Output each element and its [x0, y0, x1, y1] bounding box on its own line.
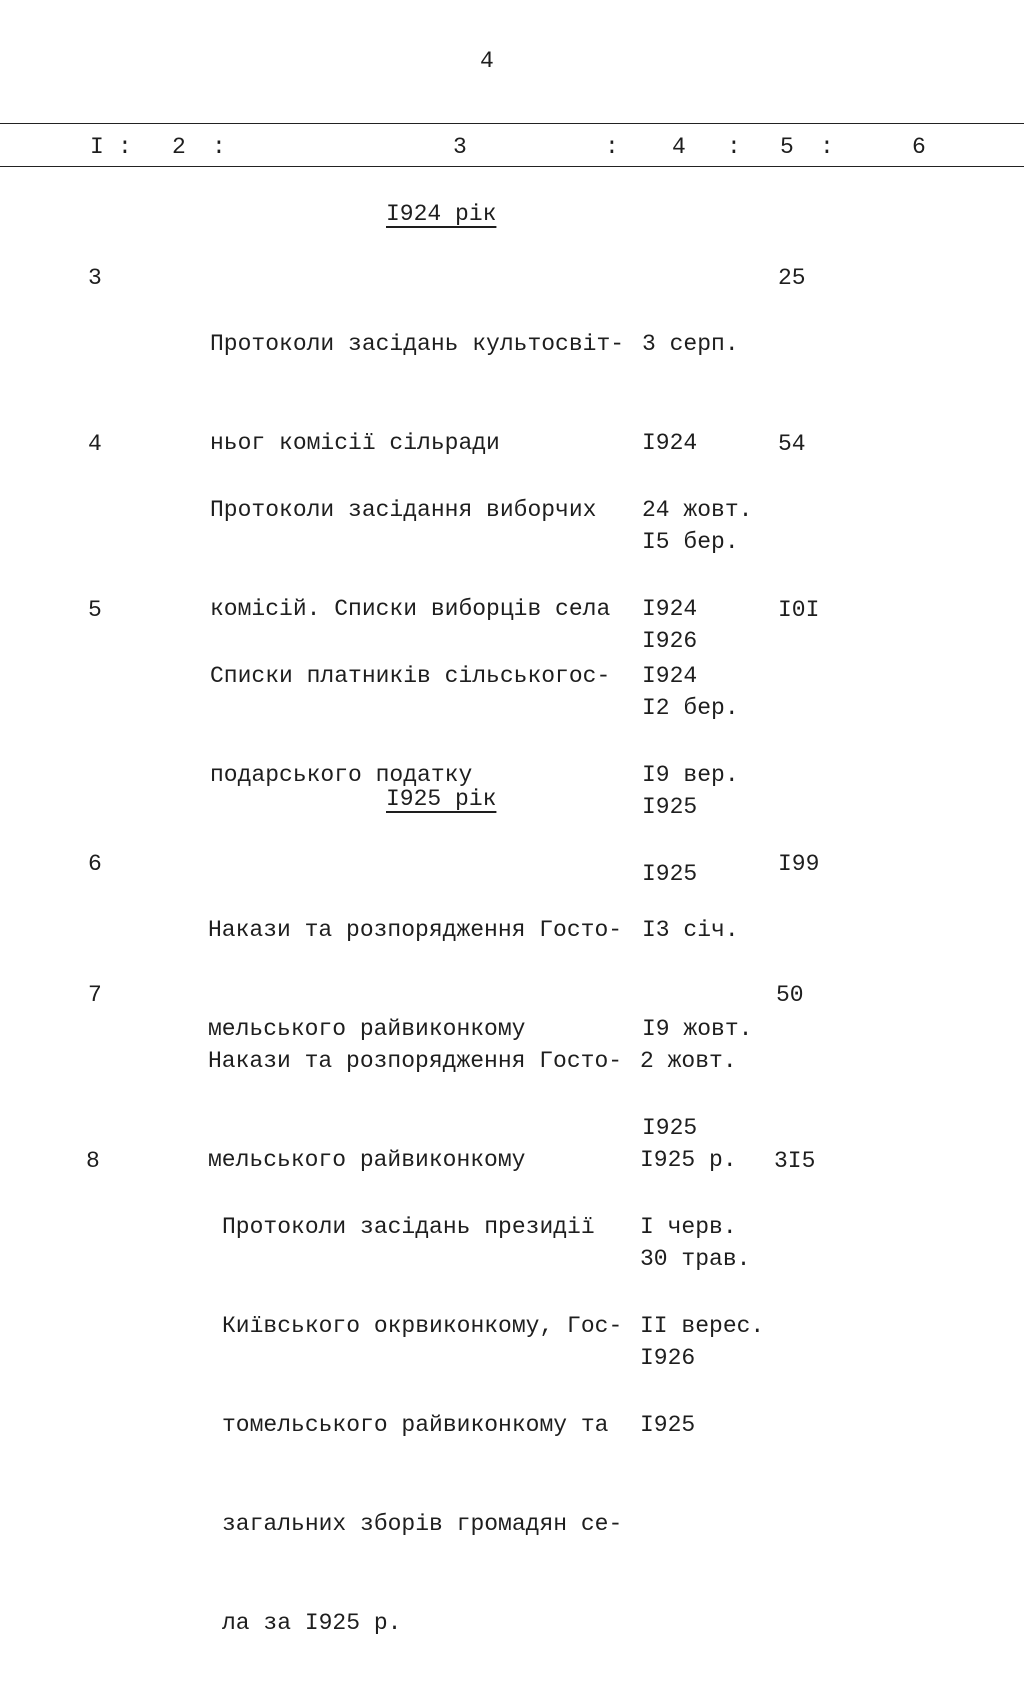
date-line: I925	[642, 861, 698, 887]
date-line: II верес.	[640, 1313, 765, 1339]
title-line: Протоколи засідання виборчих	[210, 497, 597, 523]
year-heading: I925 рік	[386, 786, 497, 812]
row-title	[210, 594, 630, 858]
date-line: 24 жовт.	[642, 497, 753, 523]
row-sheet-count: 25	[778, 265, 806, 291]
title-line: ла за I925 р.	[222, 1610, 402, 1636]
date-line: I3 січ.	[642, 917, 739, 943]
year-heading: I924 рік	[386, 201, 497, 227]
row-number: 5	[88, 597, 102, 623]
title-line: Накази та розпорядження Госто-	[208, 917, 623, 943]
table-header-top-rule	[0, 123, 1024, 124]
page-number: 4	[480, 48, 494, 74]
column-separator: :	[118, 134, 132, 160]
row-dates	[640, 1145, 770, 1508]
date-line: I926	[640, 1345, 696, 1371]
date-line: 30 трав.	[640, 1246, 751, 1272]
date-line: I5 бер.	[642, 529, 739, 555]
title-line: Накази та розпорядження Госто-	[208, 1048, 623, 1074]
date-line: I925	[640, 1412, 696, 1438]
date-line: 2 жовт.	[640, 1048, 737, 1074]
date-line: I925	[642, 794, 698, 820]
date-line: I черв.	[640, 1214, 737, 1240]
column-separator: :	[212, 134, 226, 160]
column-header-6: 6	[912, 134, 926, 160]
column-header-3: 3	[453, 134, 467, 160]
row-number: 8	[86, 1148, 100, 1174]
date-line: I925 р.	[640, 1147, 737, 1173]
title-line: комісій. Списки виборців села	[210, 596, 611, 622]
table-header-bottom-rule	[0, 166, 1024, 167]
title-line: ньог комісії сільради	[210, 430, 500, 456]
row-sheet-count: 50	[776, 982, 804, 1008]
date-line: I924	[642, 596, 698, 622]
row-number: 7	[88, 982, 102, 1008]
date-line: 3 серп.	[642, 331, 739, 357]
date-line: I9 жовт.	[642, 1016, 753, 1042]
title-line: мельського райвиконкому	[208, 1016, 526, 1042]
title-line: Протоколи засідань культосвіт-	[210, 331, 625, 357]
column-separator: :	[605, 134, 619, 160]
row-sheet-count: 54	[778, 431, 806, 457]
date-line: I9 вер.	[642, 762, 739, 788]
row-number: 6	[88, 851, 102, 877]
row-number: 4	[88, 431, 102, 457]
column-separator: :	[727, 134, 741, 160]
title-line: загальних зборів громадян се-	[222, 1511, 623, 1537]
column-header-2: 2	[172, 134, 186, 160]
column-header-1: I	[90, 134, 104, 160]
column-separator: :	[820, 134, 834, 160]
title-line: мельського райвиконкому	[208, 1147, 526, 1173]
title-line: Протоколи засідань президії	[222, 1214, 595, 1240]
row-sheet-count: I0I	[778, 597, 820, 623]
column-header-4: 4	[672, 134, 686, 160]
row-number: 3	[88, 265, 102, 291]
row-sheet-count: 3I5	[774, 1148, 816, 1174]
title-line: Списки платників сільськогос-	[210, 663, 611, 689]
title-line: подарського податку	[210, 762, 473, 788]
date-line: I924	[642, 430, 698, 456]
column-header-5: 5	[780, 134, 794, 160]
date-line: I924	[642, 663, 698, 689]
date-line: I2 бер.	[642, 695, 739, 721]
title-line: томельського райвиконкому та	[222, 1412, 609, 1438]
row-sheet-count: I99	[778, 851, 820, 877]
date-line: I926	[642, 628, 698, 654]
date-line: I925	[642, 1115, 698, 1141]
title-line: Київського окрвиконкому, Гос-	[222, 1313, 623, 1339]
row-title	[222, 1145, 642, 1706]
